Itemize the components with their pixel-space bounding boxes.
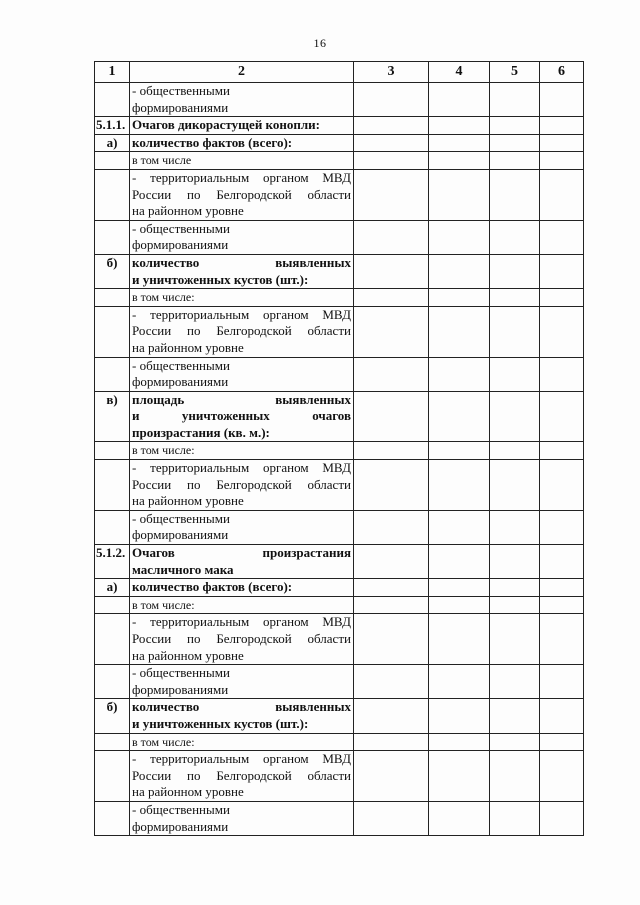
row-number xyxy=(95,733,130,751)
column-header: 2 xyxy=(130,62,354,83)
row-label xyxy=(130,614,354,665)
value-cell-col-5 xyxy=(490,545,540,579)
value-cell-col-5 xyxy=(490,169,540,220)
row-number xyxy=(95,306,130,357)
row-label-line: на районном уровне xyxy=(132,647,244,663)
value-cell-col-6 xyxy=(540,614,584,665)
row-label-line: Очагов дикорастущей конопли: xyxy=(132,117,320,133)
value-cell-col-3 xyxy=(354,751,429,802)
value-cell-col-4 xyxy=(429,391,490,442)
table-body xyxy=(95,83,584,836)
value-cell-col-5 xyxy=(490,801,540,835)
value-cell-col-4 xyxy=(429,117,490,135)
row-label-line: на районном уровне xyxy=(132,339,244,355)
row-label xyxy=(130,579,354,597)
value-cell-col-3 xyxy=(354,391,429,442)
row-label-line: - территориальным органом МВД xyxy=(132,614,351,630)
row-number xyxy=(95,442,130,460)
row-label-line: - территориальным органом МВД xyxy=(132,169,351,185)
row-label-line: - общественными xyxy=(132,801,230,817)
value-cell-col-4 xyxy=(429,596,490,614)
value-cell-col-4 xyxy=(429,751,490,802)
table-row xyxy=(95,596,584,614)
row-number: в) xyxy=(95,391,130,442)
table-row xyxy=(95,289,584,307)
row-label-line: произрастания (кв. м.): xyxy=(132,424,270,440)
row-label-line: - общественными xyxy=(132,357,230,373)
row-number: а) xyxy=(95,579,130,597)
row-label-line: количество выявленных xyxy=(132,699,351,715)
row-label xyxy=(130,357,354,391)
row-label-line: формированиями xyxy=(132,374,229,390)
column-header: 3 xyxy=(354,62,429,83)
value-cell-col-3 xyxy=(354,596,429,614)
value-cell-col-4 xyxy=(429,699,490,733)
value-cell-col-5 xyxy=(490,751,540,802)
row-label xyxy=(130,391,354,442)
row-number xyxy=(95,220,130,254)
value-cell-col-3 xyxy=(354,579,429,597)
value-cell-col-6 xyxy=(540,801,584,835)
value-cell-col-5 xyxy=(490,134,540,152)
row-number xyxy=(95,801,130,835)
row-label xyxy=(130,306,354,357)
value-cell-col-3 xyxy=(354,665,429,699)
row-label-line: в том числе xyxy=(132,153,192,168)
row-label xyxy=(130,751,354,802)
value-cell-col-5 xyxy=(490,391,540,442)
value-cell-col-3 xyxy=(354,83,429,117)
row-label-line: на районном уровне xyxy=(132,493,244,509)
row-label-line: - территориальным органом МВД xyxy=(132,751,351,767)
value-cell-col-3 xyxy=(354,134,429,152)
value-cell-col-3 xyxy=(354,801,429,835)
value-cell-col-5 xyxy=(490,596,540,614)
column-header: 6 xyxy=(540,62,584,83)
value-cell-col-4 xyxy=(429,169,490,220)
value-cell-col-4 xyxy=(429,579,490,597)
value-cell-col-3 xyxy=(354,306,429,357)
value-cell-col-5 xyxy=(490,357,540,391)
row-label-line: России по Белгородской области xyxy=(132,186,351,202)
row-label-line: России по Белгородской области xyxy=(132,767,351,783)
value-cell-col-4 xyxy=(429,510,490,544)
value-cell-col-3 xyxy=(354,733,429,751)
report-table xyxy=(94,61,584,836)
value-cell-col-5 xyxy=(490,152,540,170)
value-cell-col-3 xyxy=(354,442,429,460)
table-row xyxy=(95,665,584,699)
row-label-line: количество выявленных xyxy=(132,254,351,270)
row-label xyxy=(130,134,354,152)
value-cell-col-6 xyxy=(540,306,584,357)
row-label-line: формированиями xyxy=(132,681,229,697)
row-number xyxy=(95,614,130,665)
row-label-line: России по Белгородской области xyxy=(132,323,351,339)
value-cell-col-3 xyxy=(354,169,429,220)
column-header: 4 xyxy=(429,62,490,83)
value-cell-col-3 xyxy=(354,510,429,544)
value-cell-col-5 xyxy=(490,460,540,511)
table-row xyxy=(95,510,584,544)
value-cell-col-5 xyxy=(490,83,540,117)
row-label-line: формированиями xyxy=(132,527,229,543)
value-cell-col-6 xyxy=(540,83,584,117)
row-label-line: на районном уровне xyxy=(132,784,244,800)
value-cell-col-4 xyxy=(429,152,490,170)
value-cell-col-5 xyxy=(490,306,540,357)
value-cell-col-4 xyxy=(429,134,490,152)
row-label-line: количество фактов (всего): xyxy=(132,579,293,595)
table-row xyxy=(95,579,584,597)
value-cell-col-4 xyxy=(429,460,490,511)
value-cell-col-4 xyxy=(429,357,490,391)
table-row xyxy=(95,117,584,135)
row-label-line: России по Белгородской области xyxy=(132,476,351,492)
value-cell-col-4 xyxy=(429,306,490,357)
row-label xyxy=(130,152,354,170)
value-cell-col-3 xyxy=(354,289,429,307)
row-label xyxy=(130,801,354,835)
value-cell-col-6 xyxy=(540,751,584,802)
value-cell-col-3 xyxy=(354,254,429,288)
row-number xyxy=(95,510,130,544)
value-cell-col-4 xyxy=(429,83,490,117)
value-cell-col-6 xyxy=(540,596,584,614)
row-label-line: масличного мака xyxy=(132,561,234,577)
row-label-line: Очагов произрастания xyxy=(132,545,351,561)
row-label xyxy=(130,442,354,460)
value-cell-col-5 xyxy=(490,117,540,135)
row-number: б) xyxy=(95,254,130,288)
row-label xyxy=(130,83,354,117)
row-label xyxy=(130,254,354,288)
value-cell-col-3 xyxy=(354,152,429,170)
row-label xyxy=(130,510,354,544)
row-number: 5.1.2. xyxy=(95,545,130,579)
row-number xyxy=(95,152,130,170)
row-number: а) xyxy=(95,134,130,152)
value-cell-col-4 xyxy=(429,665,490,699)
table-row xyxy=(95,306,584,357)
value-cell-col-6 xyxy=(540,699,584,733)
row-number xyxy=(95,751,130,802)
row-label-line: в том числе: xyxy=(132,597,195,612)
value-cell-col-5 xyxy=(490,289,540,307)
table-row xyxy=(95,545,584,579)
row-label-line: - общественными xyxy=(132,220,230,236)
row-label-line: в том числе: xyxy=(132,734,195,749)
value-cell-col-4 xyxy=(429,220,490,254)
table-row xyxy=(95,460,584,511)
table-row xyxy=(95,152,584,170)
table-row xyxy=(95,254,584,288)
table-row xyxy=(95,220,584,254)
table-row xyxy=(95,391,584,442)
value-cell-col-6 xyxy=(540,169,584,220)
value-cell-col-4 xyxy=(429,254,490,288)
value-cell-col-6 xyxy=(540,510,584,544)
table-row xyxy=(95,699,584,733)
row-label-line: формированиями xyxy=(132,99,229,115)
row-label-line: количество фактов (всего): xyxy=(132,134,293,150)
table-row xyxy=(95,751,584,802)
value-cell-col-5 xyxy=(490,220,540,254)
row-label xyxy=(130,665,354,699)
row-label xyxy=(130,220,354,254)
value-cell-col-5 xyxy=(490,699,540,733)
column-header: 1 xyxy=(95,62,130,83)
value-cell-col-3 xyxy=(354,117,429,135)
value-cell-col-6 xyxy=(540,357,584,391)
value-cell-col-6 xyxy=(540,733,584,751)
row-label-line: - территориальным органом МВД xyxy=(132,460,351,476)
value-cell-col-5 xyxy=(490,579,540,597)
table-row xyxy=(95,733,584,751)
value-cell-col-3 xyxy=(354,614,429,665)
column-header: 5 xyxy=(490,62,540,83)
row-label xyxy=(130,169,354,220)
row-label-line: - общественными xyxy=(132,83,230,98)
table-row xyxy=(95,357,584,391)
value-cell-col-6 xyxy=(540,152,584,170)
table-row xyxy=(95,83,584,117)
value-cell-col-6 xyxy=(540,289,584,307)
row-label-line: формированиями xyxy=(132,818,229,834)
value-cell-col-6 xyxy=(540,117,584,135)
page-number: 16 xyxy=(313,36,327,50)
table-row xyxy=(95,169,584,220)
value-cell-col-3 xyxy=(354,545,429,579)
row-number xyxy=(95,665,130,699)
value-cell-col-6 xyxy=(540,442,584,460)
row-label-line: - общественными xyxy=(132,665,230,681)
row-number: 5.1.1. xyxy=(95,117,130,135)
value-cell-col-4 xyxy=(429,289,490,307)
value-cell-col-3 xyxy=(354,357,429,391)
row-label-line: и уничтоженных очагов xyxy=(132,408,351,424)
table-header-row xyxy=(95,62,584,83)
value-cell-col-5 xyxy=(490,733,540,751)
row-number xyxy=(95,289,130,307)
row-label-line: - общественными xyxy=(132,510,230,526)
value-cell-col-6 xyxy=(540,134,584,152)
value-cell-col-6 xyxy=(540,460,584,511)
row-label xyxy=(130,117,354,135)
value-cell-col-6 xyxy=(540,545,584,579)
row-label-line: в том числе: xyxy=(132,443,195,458)
table-row xyxy=(95,801,584,835)
value-cell-col-4 xyxy=(429,614,490,665)
value-cell-col-3 xyxy=(354,460,429,511)
row-number: б) xyxy=(95,699,130,733)
row-label-line: - территориальным органом МВД xyxy=(132,306,351,322)
value-cell-col-4 xyxy=(429,442,490,460)
value-cell-col-5 xyxy=(490,442,540,460)
row-label-line: и уничтоженных кустов (шт.): xyxy=(132,271,309,287)
row-label xyxy=(130,289,354,307)
row-label-line: в том числе: xyxy=(132,290,195,305)
row-label-line: России по Белгородской области xyxy=(132,631,351,646)
row-label-line: формированиями xyxy=(132,237,229,253)
value-cell-col-3 xyxy=(354,220,429,254)
value-cell-col-5 xyxy=(490,614,540,665)
value-cell-col-6 xyxy=(540,665,584,699)
row-label xyxy=(130,733,354,751)
row-label xyxy=(130,699,354,733)
row-label-line: площадь выявленных xyxy=(132,391,351,407)
table-row xyxy=(95,442,584,460)
value-cell-col-6 xyxy=(540,391,584,442)
value-cell-col-4 xyxy=(429,545,490,579)
value-cell-col-5 xyxy=(490,254,540,288)
value-cell-col-6 xyxy=(540,254,584,288)
row-number xyxy=(95,460,130,511)
value-cell-col-6 xyxy=(540,579,584,597)
row-label xyxy=(130,596,354,614)
row-number xyxy=(95,596,130,614)
row-number xyxy=(95,357,130,391)
value-cell-col-5 xyxy=(490,665,540,699)
value-cell-col-5 xyxy=(490,510,540,544)
row-number xyxy=(95,169,130,220)
row-label-line: и уничтоженных кустов (шт.): xyxy=(132,715,309,731)
row-label xyxy=(130,545,354,579)
table-row xyxy=(95,614,584,665)
value-cell-col-6 xyxy=(540,220,584,254)
table-row xyxy=(95,134,584,152)
row-label-line: на районном уровне xyxy=(132,203,244,219)
value-cell-col-4 xyxy=(429,733,490,751)
row-number xyxy=(95,83,130,117)
value-cell-col-3 xyxy=(354,699,429,733)
value-cell-col-4 xyxy=(429,801,490,835)
row-label xyxy=(130,460,354,511)
